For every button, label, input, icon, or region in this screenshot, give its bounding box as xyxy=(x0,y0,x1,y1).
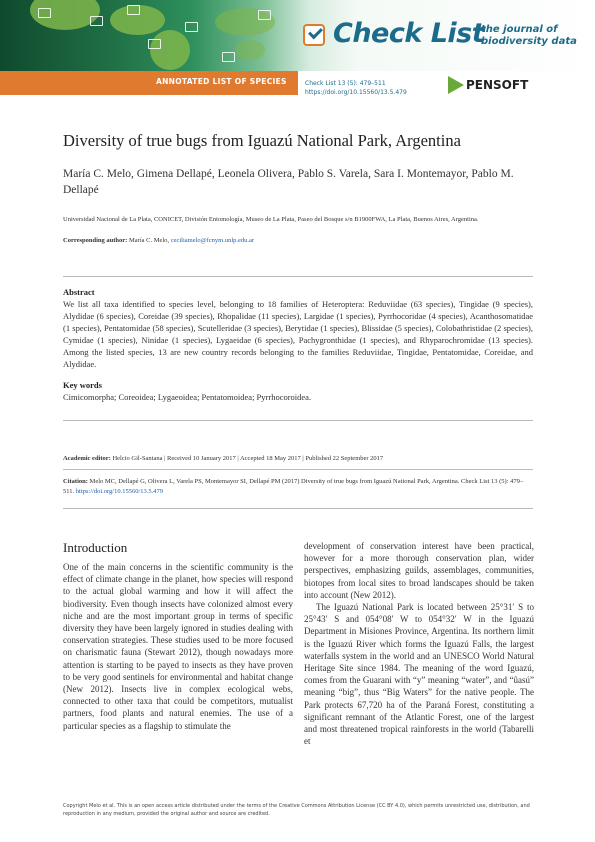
publisher-logo xyxy=(448,76,528,94)
intro-paragraph: development of conservation interest have been practical, however for a more thorough conservation plan, wider perspectives, emphasizing guilds, assemblages, communities, biotopes from local sites to broad landscapes should be taken into account (New 2012). xyxy=(304,541,534,600)
editor-label: Academic editor: xyxy=(63,455,111,462)
journal-banner xyxy=(0,0,595,71)
editorial-info xyxy=(63,455,383,462)
abstract-text: We list all taxa identified to species level, belonging to 18 families of Heteroptera: Reduviidae (63 species), Tingidae (9 species), Alydidae (6 species), Coreidae (39 species), Rhopalidae (11 species), Largidae (1 species), Pyrrhocoridae (4 species), Acanthosomatidae (1 species), Pentatomidae (58 species), Scutelleridae (3 species), Berytidae (1 species), Blissidae (5 species), Colobathristidae (2 species), Cymidae (1 species), Ninidae (1 species), Lygaeidae (6 species), Pachygronthidae (1 species), and Rhyparochromidae (13 species). Among the listed species, 13 are new country records belonging to the families Reduviidae, Tingidae, Pentatomidae, Coreidae, and Alydidae. xyxy=(63,299,533,369)
check-icon xyxy=(222,52,235,62)
check-icon xyxy=(185,22,198,32)
divider xyxy=(63,420,533,421)
journal-tagline xyxy=(481,24,577,48)
check-icon xyxy=(148,39,161,49)
introduction-heading: Introduction xyxy=(63,540,128,555)
article-title: Diversity of true bugs from Iguazú National Park, Argentina xyxy=(63,131,461,150)
divider xyxy=(63,276,533,277)
abstract-section xyxy=(63,287,533,403)
check-icon xyxy=(90,16,103,26)
abstract-heading: Abstract xyxy=(63,287,95,297)
corresponding-name: María C. Melo, xyxy=(128,237,170,244)
map-continent xyxy=(150,30,190,70)
check-icon xyxy=(258,10,271,20)
intro-paragraph: The Iguazú National Park is located between 25°31′ S to 25°43′ S and 054°08′ W to 054°32′ W in the Iguazú Department in Misiones Province, Argentina. Its northern limit is the Iguazú River which forms the Iguazú Falls, the largest waterfalls system in the world and an UNESCO World Natural Heritage Site since 1984. The meaning of the word Iguazú, comes from the Guarani with “y” meaning “water”, and “ûasú” meaning “big”, thus “Big Waters” for the native people. The Park protects 67,720 ha of the Paraná Forest, constituting a significant remnant of the Atlantic Forest, one of the largest and most threatened tropical rainforests in the world (Tabarelli et xyxy=(304,602,534,747)
check-icon xyxy=(127,5,140,15)
tagline-line1: the journal of xyxy=(481,24,558,35)
body-column-left xyxy=(63,561,293,732)
citation-doi-link[interactable]: https://doi.org/10.15560/13.5.479 xyxy=(75,488,164,495)
author-list: María C. Melo, Gimena Dellapé, Leonela Olivera, Pablo S. Varela, Sara I. Montemayor, Pablo M. Dellapé xyxy=(63,168,514,196)
divider xyxy=(63,469,533,470)
affiliation: Universidad Nacional de La Plata, CONICET, División Entomología, Museo de La Plata, Paseo del Bosque s/n B1900FWA, La Plata, Buenos Aires, Argentina. xyxy=(63,216,479,223)
corresponding-author xyxy=(63,237,254,244)
corresponding-email-link[interactable]: ceciliamelo@fcnym.unlp.edu.ar xyxy=(170,237,255,244)
publisher-name: PENSOFT xyxy=(466,78,529,92)
divider xyxy=(63,508,533,509)
intro-paragraph: One of the main concerns in the scientific community is the effect of climate change in the planet, how species will respond to the actual global warming and how it will affect the biodiversity. Even though insects have colonized almost every niche and are the most important group in terms of specific diversity they have been largely ignored in studies dealing with conservation strategies. These studies used to be more focused on charismatic fauna (Stewart 2012), though nowadays more attention is starting to be payed to insects as they have proven to be very good sentinels for environmental and habitat change (New 2012). Insects live in complex ecological webs, connected to other taxa that could be competitors, mutualist partners, food plants and natural enemies. The use of a particular species as a flagship to stimulate the xyxy=(63,562,293,731)
citation-text: Melo MC, Dellapé G, Olivera L, Varela PS, Montemayor SI, Dellapé PM (2017) Diversity of true bugs from Iguazú National Park, Argentina. Check List 13 (5): 479–511. xyxy=(63,478,524,495)
section-label: ANNOTATED LIST OF SPECIES xyxy=(156,77,287,86)
volume-info xyxy=(305,79,407,97)
volume-text: Check List 13 (5): 479–511 xyxy=(305,80,386,87)
checklist-logo-icon xyxy=(303,24,325,46)
copyright-footer: Copyright Melo et al. This is an open access article distributed under the terms of the Creative Commons Attribution License (CC BY 4.0), which permits unrestricted use, distribution, and reproduction in any medium, provided the original author and source are credited. xyxy=(63,803,530,817)
keywords-text: Cimicomorpha; Coreoidea; Lygaeoidea; Pentatomoidea; Pyrrhocoroidea. xyxy=(63,392,312,402)
citation-label: Citation: xyxy=(63,478,88,485)
pensoft-arrow-icon xyxy=(448,76,464,94)
tagline-line2: biodiversity data xyxy=(481,36,577,47)
corresponding-label: Corresponding author: xyxy=(63,237,128,244)
keywords-heading: Key words xyxy=(63,380,102,390)
map-continent xyxy=(235,40,265,60)
citation-block xyxy=(63,477,533,497)
body-column-right xyxy=(304,540,534,747)
editor-details: Helcio Gil-Santana | Received 10 January 2017 | Accepted 18 May 2017 | Published 22 September 2017 xyxy=(112,455,384,462)
doi-link[interactable]: https://doi.org/10.15560/13.5.479 xyxy=(305,89,407,96)
journal-logo-text: Check List xyxy=(333,18,485,49)
check-icon xyxy=(38,8,51,18)
